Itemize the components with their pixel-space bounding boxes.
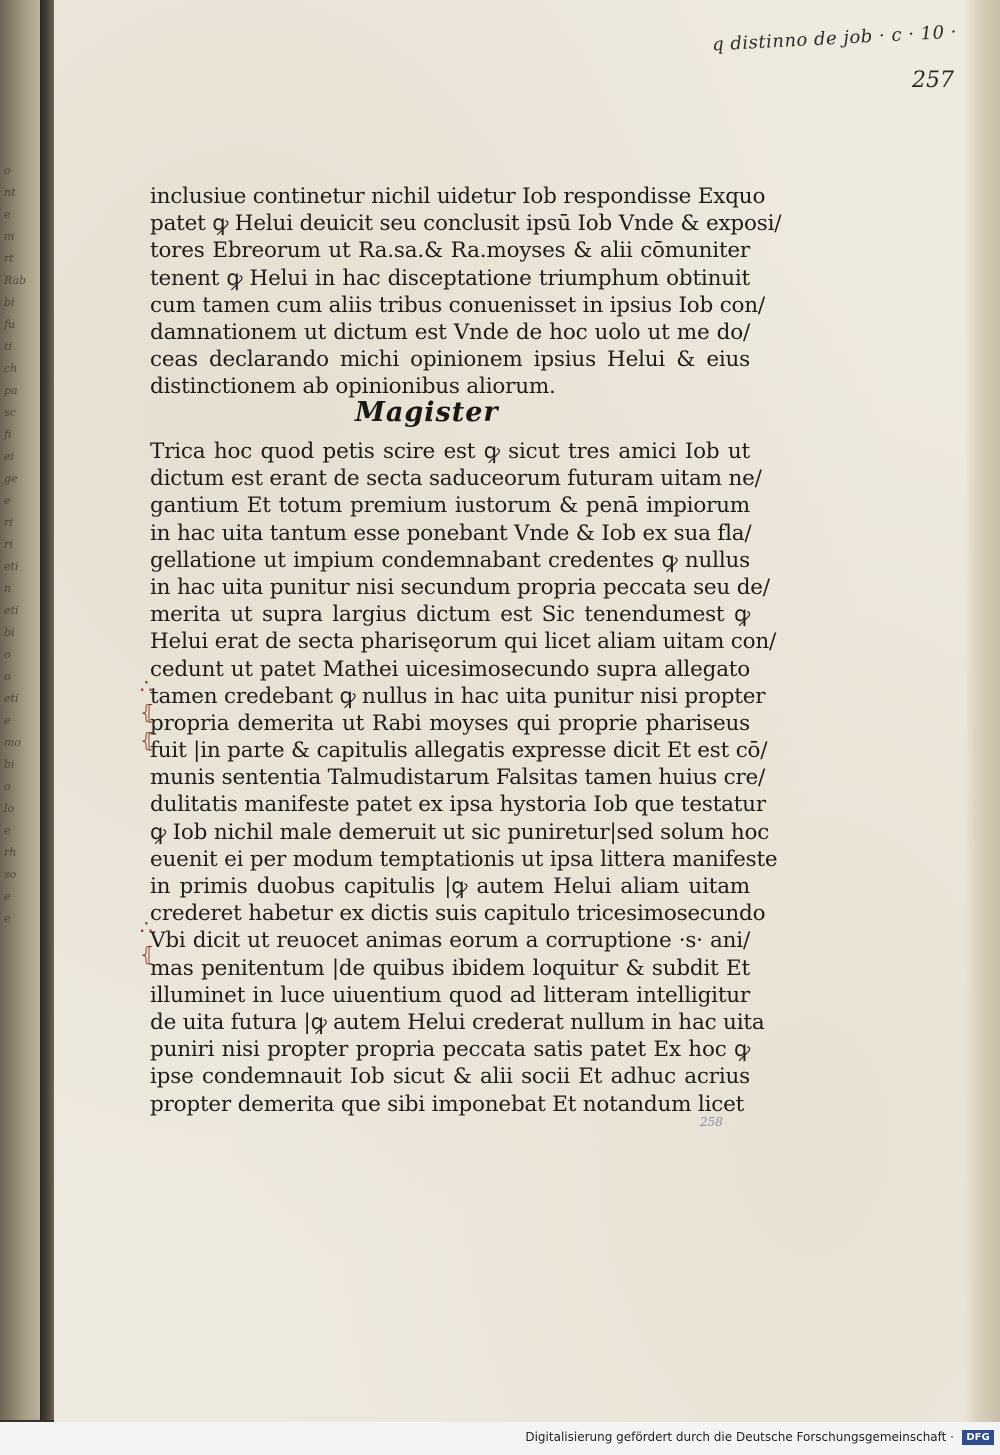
paragraph-2-line: in primis duobus capitulis |ꝙ autem Helui aliam uitam [150,874,750,899]
margin-mark-2: ∴ [140,915,153,939]
left-page-fragment: e [4,824,11,837]
paragraph-2 [150,438,778,1118]
paragraph-2-line: cedunt ut patet Mathei uicesimosecundo supra allegato [150,656,750,682]
left-page-fragment: bi [4,296,15,309]
left-page-fragment: e [4,714,11,727]
left-page-fragments [4,160,40,930]
margin-bracket-1: ⦃ [140,700,155,724]
left-page-fragment: o [4,164,11,177]
left-page-fragment: e [4,912,11,925]
paragraph-2-line: Helui erat de secta pharisęorum qui licet aliam uitam con/ [150,629,777,655]
paragraph-1-line: inclusiue continetur nichil uidetur Iob respondisse Exquo [150,184,766,209]
paragraph-2-line: crederet habetur ex dictis suis capitulo tricesimosecundo [150,901,766,927]
left-page-fragment: e [4,208,11,221]
left-page-fragment: lo [4,802,15,815]
paragraph-1-line: damnationem ut dictum est Vnde de hoc uolo ut me do/ [150,319,750,345]
left-page-fragment: ei [4,450,15,463]
footer-credit: Digitalisierung gefördert durch die Deutsche Forschungsgemeinschaft · [525,1430,954,1444]
left-page-fragment: n [4,582,12,595]
left-page-fragment: bi [4,626,15,639]
paragraph-2-line: gantium Et totum premium iustorum & penā impiorum [150,493,750,519]
left-page-fragment: m [4,230,15,243]
left-page-fragment: ch [4,362,18,375]
left-page-fragment: e [4,494,11,507]
left-page-fragment: eti [4,560,19,573]
paragraph-2-line: mas penitentum |de quibus ibidem loquitur & subdit Et [150,955,750,981]
left-page-fragment: Rab [4,274,27,287]
left-page-fragment: ge [4,472,18,485]
left-page-fragment: o [4,780,11,793]
paragraph-2-line: illuminet in luce uiuentium quod ad litteram intelligitur [150,982,750,1008]
paragraph-2-line: propria demerita ut Rabi moyses qui proprie phariseus [150,710,750,736]
paragraph-1-line: tenent ꝙ Helui in hac disceptatione triumphum obtinuit [150,265,750,291]
paragraph-1-line: tores Ebreorum ut Ra.sa.& Ra.moyses & alii cōmuniter [150,238,750,264]
paragraph-2-line: in hac uita punitur nisi secundum propria peccata seu de/ [150,574,770,600]
paragraph-1-line: distinctionem ab opinionibus aliorum. [150,374,556,400]
folio-number: 257 [912,68,954,93]
paragraph-2-line: fuit |in parte & capitulis allegatis expresse dicit Et est cō/ [150,738,768,764]
paragraph-1-line: cum tamen cum aliis tribus conuenisset in ipsius Iob con/ [150,292,765,318]
paragraph-2-line: in hac uita tantum esse ponebant Vnde & Iob ex sua fla/ [150,520,752,546]
paragraph-2-line: merita ut supra largius dictum est Sic tenendumest ꝙ [150,602,750,628]
left-page-fragment: eti [4,692,19,705]
left-page-fragment: ti [4,340,12,353]
old-folio-number: 258 [700,1115,723,1129]
paragraph-2-line: dulitatis manifeste patet ex ipsa hystoria Iob que testatur [150,792,766,818]
left-page-fragment: nt [4,186,16,199]
footer-bar [0,1422,1000,1455]
left-page-fragment: eti [4,604,19,617]
left-page-fragment: mo [4,736,22,749]
left-page-fragment: o [4,670,11,683]
dfg-logo-icon: DFG [962,1430,994,1445]
paragraph-1-line: ceas declarando michi opinionem ipsius Helui & eius [150,347,750,373]
paragraph-2-line: tamen credebant ꝙ nullus in hac uita punitur nisi propter [150,683,766,709]
left-page-fragment: e [4,890,11,903]
left-page-fragment: bi [4,758,15,771]
section-heading: Magister [355,397,499,428]
paragraph-2-line: dictum est erant de secta saduceorum futuram uitam ne/ [150,466,762,492]
paragraph-1-line: patet ꝙ Helui deuicit seu conclusit ipsū Iob Vnde & exposi/ [150,211,782,237]
paragraph-1 [150,183,782,401]
margin-bracket-2: ⦃ [140,728,155,752]
paragraph-2-line: munis sententia Talmudistarum Falsitas tamen huius cre/ [150,765,766,791]
left-page-fragment: fu [4,318,16,331]
margin-bracket-3: ⦃ [140,942,155,966]
left-page-fragment: pa [4,384,18,397]
left-page-fragment: so [4,868,17,881]
left-page-fragment: fi [4,428,12,441]
left-page-fragment: ri [4,516,13,529]
left-page-fragment: rt [4,252,14,265]
left-page-fragment: sc [4,406,16,419]
margin-mark-1: ∴ [140,674,153,698]
paragraph-2-line: propter demerita que sibi imponebat Et notandum licet [150,1091,745,1117]
paragraph-2-line: de uita futura |ꝙ autem Helui crederat nullum in hac uita [150,1009,765,1035]
paragraph-2-line: Vbi dicit ut reuocet animas eorum a corruptione ·s· ani/ [150,928,750,954]
left-page-fragment: ri [4,538,13,551]
paragraph-2-line: ꝙ Iob nichil male demeruit ut sic puniretur|sed solum hoc [150,819,770,845]
left-page-fragment: o [4,648,11,661]
paragraph-2-line: Trica hoc quod petis scire est ꝙ sicut tres amici Iob ut [150,439,750,464]
page-edge-shadow [964,0,1000,1422]
left-page-fragment: rh [4,846,17,859]
manuscript-annotation: q distinno de job · c · 10 · [711,21,958,56]
paragraph-2-line: gellatione ut impium condemnabant credentes ꝙ nullus [150,547,750,573]
paragraph-2-line: puniri nisi propter propria peccata satis patet Ex hoc ꝙ [150,1037,750,1063]
paragraph-2-line: ipse condemnauit Iob sicut & alii socii Et adhuc acrius [150,1064,750,1090]
paragraph-2-line: euenit ei per modum temptationis ut ipsa littera manifeste [150,846,778,872]
